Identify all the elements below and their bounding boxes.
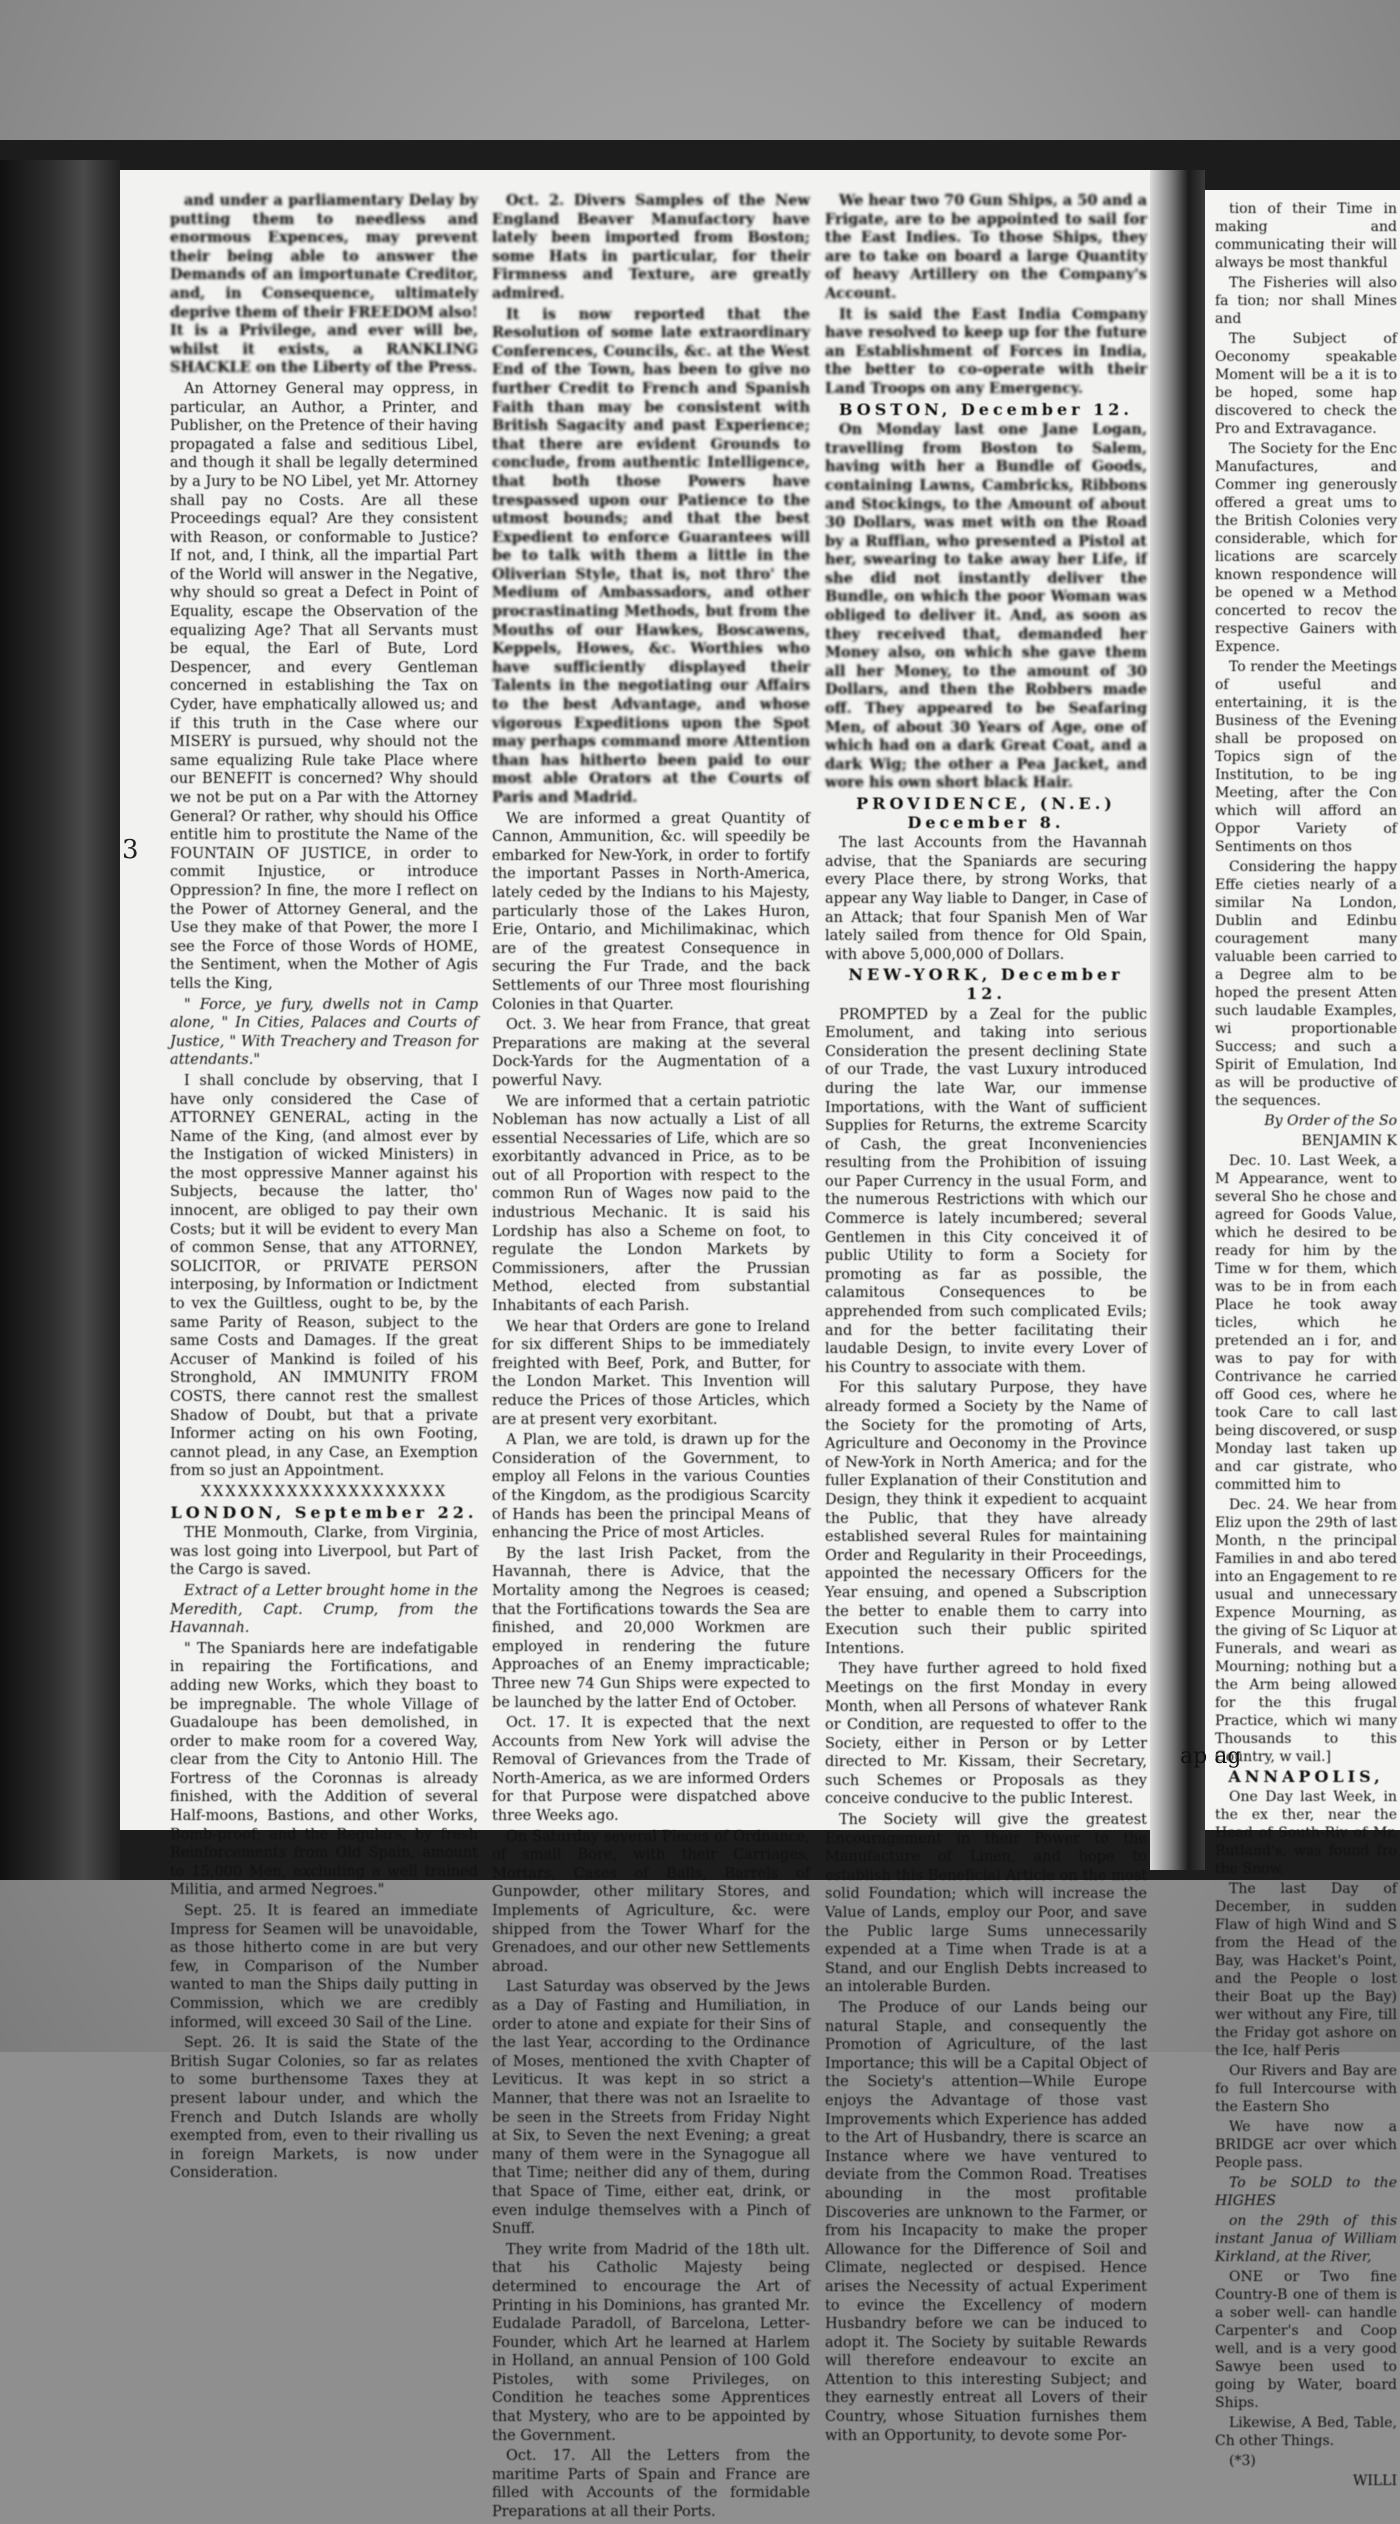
paragraph: We hear that Orders are gone to Ireland for six different Ships to be immediately freighted with Beef, Pork, and Butter, for the London Market. This Invention will reduce the Prices of those Articles, which are at present very exorbitant. (492, 1318, 810, 1428)
extract-heading: Extract of a Letter brought home in the Meredith, Capt. Crump, from the Havannah. (170, 1582, 478, 1637)
paragraph: ONE or Two fine Country-B one of them is a sober well- can handle Carpenter's and Coop well, and is a very good Sawye been used to going by Water, board Ships. (1215, 2269, 1397, 2411)
margin-annotation: 3 (122, 835, 139, 865)
footnote-mark: (*3) (1229, 2453, 1256, 2469)
paragraph: Likewise, A Bed, Table, Ch other Things. (1215, 2415, 1397, 2449)
column-3 (825, 192, 1147, 2447)
paragraph: It is now reported that the Resolution of some late extraordinary Conferences, Councils, &c. at the West End of the Town, has been to give no further Credit to French and Spanish Faith than may be consistent with British Sagacity and past Experience; that there are evident Grounds to conclude, from authentic Intelligence, that both those Powers have trespassed upon our Patience to the utmost bounds; and that the best Expedient to enforce Guarantees will be to talk with them a little in the Oliverian Style, that is, not thro' the Medium of Ambassadors, and other procrastinating Methods, but from the Mouths of our Hawkes, Boscawens, Keppels, Howes, &c. Worthies who have sufficiently displayed their Talents in the negotiating our Affairs to the best Advantage, and whose vigorous Expeditions upon the Spot may perhaps command more Attention than has hitherto been paid to our most able Orators at the Courts of Paris and Madrid. (492, 305, 810, 806)
signature-name: BENJAMIN K (1301, 1133, 1397, 1149)
paragraph: THE Monmouth, Clarke, from Virginia, was lost going into Liverpool, but Part of the Cargo is saved. (170, 1525, 478, 1579)
paragraph: Our Rivers and Bay are fo full Intercourse with the Eastern Sho (1215, 2063, 1397, 2115)
dateline-new-york: NEW-YORK, December 12. (848, 965, 1124, 1003)
paragraph: Oct. 3. We hear from France, that great Preparations are making at the several Dock-Yards for the Augmentation of a powerful Navy. (492, 1017, 810, 1089)
paragraph: We have now a BRIDGE acr over which People pass. (1215, 2119, 1397, 2171)
paragraph: Oct. 17. It is expected that the next Accounts from New York will advise the Removal of Grievances from the Trade of North-America, as we are informed Orders for that Purpose were dispatched above three Weeks ago. (492, 1715, 810, 1825)
paragraph: Last Saturday was observed by the Jews as a Day of Fasting and Humiliation, in order to atone and expiate for their Sins of the last Year, according to the Ordinance of Moses, mentioned the xvith Chapter of Leviticus. It was kept in so strict a Manner, that there was not an Israelite to be seen in the Streets from Friday Night at Six, to Seven the next Evening; a great many of them were in the Synagogue all that Time; neither did any of them, during that Space of Time, either eat, drink, or even indulge themselves with a Pinch of Snuff. (492, 1979, 810, 2238)
paragraph: I shall conclude by observing, that I have only considered the Case of ATTORNEY GENERAL, acting in the Name of the King, (and almost ever by the Instigation of wicked Ministers) in the most oppressive Manner against his Subjects, because the latter, tho' innocent, are obliged to pay their own Costs; but it will be evident to every Man of common Sense, that any ATTORNEY, SOLICITOR, or PRIVATE PERSON interposing, by Information or Indictment to vex the Guiltless, ought to be, by the same Parity of Reason, subject to the same Costs and Damages. If the great Accuser of Mankind is foiled of his Stronghold, AN IMMUNITY FROM COSTS, there cannot rest the smallest Shadow of Doubt, but that a private Informer acting on his own Footing, cannot plead, in any Case, an Exemption from so just an Appointment. (170, 1072, 478, 1480)
paragraph: Considering the happy Effe cieties nearly of a similar Na London, Dublin and Edinbu couragement many valuable been carried to a Degree alm to be hoped the present Atten such laudable Examples, wi proportionable Success; and such a Spirit of Emulation, Ind as will be productive of the sequences. (1215, 859, 1397, 1109)
paragraph: The Fisheries will also fa tion; nor shall Mines and (1215, 275, 1397, 327)
paragraph: We are informed that a certain patriotic Nobleman has now actually a List of all essential Necessaries of Life, which are so exorbitantly advanced in Price, as to be out of all Proportion with respect to the common Run of Wages now paid to the industrious Mechanic. It is said his Lordship has also a Scheme on foot, to regulate the London Markets by Commissioners, after the Prussian Method, elected from substantial Inhabitants of each Parish. (492, 1093, 810, 1315)
paragraph: A Plan, we are told, is drawn up for the Consideration of the Government, to employ all Felons in the various Counties of the Kingdom, as the prodigious Scarcity of Hands has been the principal Means of enhancing the Price of most Articles. (492, 1432, 810, 1542)
paragraph: An Attorney General may oppress, in particular, an Author, a Printer, and Publisher, on the Pretence of their having propagated a false and seditious Libel, and though it shall be legally determined by a Jury to be NO Libel, yet Mr. Attorney shall pay no Costs. Are all these Proceedings equal? Are they consistent with Reason, or conformable to Justice? If not, and, I think, all the impartial Part of the World will answer in the Negative, why should so great a Defect in Point of Equality, escape the Observation of the equalizing Age? That all Servants must be equal, the Earl of Bute, Lord Despencer, and every Gentleman concerned in establishing the Tax on Cyder, have emphatically allowed us; and if this truth in the Case where our MISERY is pursued, why should not the same equalizing Rule take Place where our BENEFIT is concerned? Why should we not be put on a Par with the Attorney General? Or rather, why should his Office entitle him to prostitute the Name of the FOUNTAIN OF JUSTICE, in order to commit Injustice, or introduce Oppression? In fine, the more I reflect on the Power of Attorney General, and the Use they make of that Power, the more I see the Force of those Words of HOME, the Sentiment, when the Mother of Agis tells the King, (170, 380, 478, 992)
paragraph: For this salutary Purpose, they have already formed a Society by the Name of the Society for the promoting of Arts, Agriculture and Oeconomy in the Province of New-York in North America; and for the fuller Explanation of their Constitution and Design, they think it expedient to acquaint the Public, that they have already established several Rules for maintaining Order and Regularity in their Proceedings, appointed the necessary Officers for the Year ensuing, and opened a Subscription the better to enable them to carry into Execution such their public spirited Intentions. (825, 1380, 1147, 1657)
ad-heading: To be SOLD to the HIGHES (1215, 2175, 1397, 2209)
ad-subheading: on the 29th of this instant Janua of William Kirkland, at the River, (1215, 2213, 1397, 2265)
paragraph: The last Day of December, in sudden Flaw of high Wind and S from the Head of the Bay, was Hacket's Point, and the People o lost their Boat up the Bay) wer without any Fire, till the Friday got ashore on the Ice, half Peris (1215, 1881, 1397, 2059)
dateline-providence: PROVIDENCE, (N.E.) December 8. (856, 794, 1116, 832)
paragraph: tion of their Time in making and communicating their will always be most thankful (1215, 201, 1397, 271)
paragraph: The Subject of Oeconomy speakable Moment will be a it is to be hoped, some hap discovered to check the Pro and Extravagance. (1215, 331, 1397, 437)
paragraph: We are informed a great Quantity of Cannon, Ammunition, &c. will speedily be embarked for New-York, in order to fortify the important Passes in North-America, lately ceded by the Indians to his Majesty, particularly those of the Lakes Huron, Erie, Ontario, and Michilimakinac, which are of the greatest Consequence in securing the Fur Trade, and the back Settlements of our Three most flourishing Colonies in that Quarter. (492, 810, 810, 1013)
paragraph: Oct. 17. All the Letters from the maritime Parts of Spain and France are filled with Accounts of the formidable Preparations at all their Ports. (492, 2448, 810, 2521)
dateline-london: LONDON, September 22. (170, 1502, 478, 1522)
paragraph: We hear two 70 Gun Ships, a 50 and a Frigate, are to be appointed to sail for the East Indies. To those Ships, they are to take on board a large Quantity of heavy Artillery on the Company's Account. (825, 192, 1147, 302)
dateline-annapolis: ANNAPOLIS, (1228, 1767, 1384, 1786)
section-rule: XXXXXXXXXXXXXXXXXXXX (200, 1483, 448, 1500)
paragraph: They write from Madrid of the 18th ult. that his Catholic Majesty being determined to encourage the Art of Printing in his Dominions, has granted Mr. Eudalade Paradoll, of Barcelona, Letter-Founder, which Art he learned at Harlem in Holland, an annual Pension of 100 Gold Pistoles, with some Privileges, on Condition he teaches some Apprentices that Mystery, who are to be appointed by the Government. (492, 2241, 810, 2444)
paragraph: The Society will give the greatest Encouragement in their Power to the Manufacture of Linen, and hope to establish this Beneficial Article on the most solid Foundation; which will increase the Value of Lands, employ our Poor, and save the Public large Sums unnecessarily expended at a Time when Trade is at a Stand, and our English Debts increased to an intolerable Burden. (825, 1812, 1147, 1996)
paragraph: Oct. 2. Divers Samples of the New England Beaver Manufactory have lately been imported from Boston; some Hats in particular, for their Firmness and Texture, are greatly admired. (492, 192, 810, 302)
paragraph: On Monday last one Jane Logan, travelling from Boston to Salem, having with her a Bundle of Goods, containing Lawns, Cambricks, Ribbons and Stockings, to the Amount of about 30 Dollars, was met with on the Road by a Ruffian, who presented a Pistol at her, swearing to take away her Life, if she did not instantly deliver the Bundle, on which the poor Woman was obliged to deliver it. And, as soon as they received that, demanded her Money also, on which she gave them all her Money, to the amount of 30 Dollars, and then the Robbers made off. They appeared to be Seafaring Men, of about 30 Years of Age, one of which had on a dark Great Coat, and a dark Wig; the other a Pea Jacket, and wore his own short black Hair. (825, 421, 1147, 792)
column-right (1215, 200, 1397, 2492)
right-page (1205, 190, 1400, 2489)
page-edge (0, 160, 120, 1880)
paragraph: Dec. 10. Last Week, a M Appearance, went to several Sho he chose and agreed for Goods Value, which he desired to be ready for him by the Time w for them, which was to be in from each Place he took away ticles, which he pretended an i for, and was to pay for with Contrivance he carried off Good ces, where he took Care to call last being discovered, or susp Monday last taken up and car gistrate, who committed him to (1215, 1153, 1397, 1493)
paragraph: It is said the East India Company have resolved to keep up for the future an Establishment of Forces in India, the better to co-operate with their Land Troops on any Emergency. (825, 305, 1147, 397)
signature-line: By Order of the So (1264, 1113, 1397, 1129)
handwritten-marks: ap ag (1180, 1744, 1242, 1769)
paragraph: By the last Irish Packet, from the Havannah, there is Advice, that the Mortality among the Negroes is ceased; that the Fortifications towards the Sea are finished, and 20,000 Workmen are employed in rendering the future Approaches of an Enemy impracticable; Three new 74 Gun Ships were expected to be launched by the latter End of October. (492, 1545, 810, 1711)
left-page (120, 170, 1180, 2521)
paragraph: Sept. 26. It is said the State of the British Sugar Colonies, so far as relates to some burthensome Taxes they at present labour under, and which the French and Dutch Islands are wholly exempted from, even to their rivalling us in foreign Markets, is now under Consideration. (170, 2035, 478, 2182)
ad-signature: WILLI (1352, 2473, 1397, 2489)
paragraph: Sept. 25. It is feared an immediate Impress for Seamen will be unavoidable, as those hitherto come in are but very few, in Comparison of the Number wanted to man the Ships daily putting in Commission, which we are credibly informed, will exceed 30 Sail of the Line. (170, 1903, 478, 2031)
book-gutter (1150, 170, 1205, 1870)
paragraph: They have further agreed to hold fixed Meetings on the first Monday in every Month, when all Persons of whatever Rank or Condition, are requested to offer to the Society, either in Person or by Letter directed to Mr. Kissam, their Secretary, such Schemes or Proposals as they conceive conducive to the public Interest. (825, 1661, 1147, 1808)
dateline-boston: BOSTON, December 12. (838, 399, 1133, 419)
paragraph: PROMPTED by a Zeal for the public Emolument, and taking into serious Consideration the present declining State of our Trade, the vast Luxury introduced during the late War, our immense Importations, with the Want of sufficient Supplies for Returns, the extreme Scarcity of Cash, the great Inconveniencies resulting from the Prohibition of issuing our Paper Currency in the usual Form, and the numerous Restrictions with which our Commerce is lately incumbered; several Gentlemen in this City conceived it of public Utility to form a Society for promoting as far as possible, the calamitous Consequences to be apprehended from such complicated Evils; and for the better facilitating their laudable Design, to invite every Lover of his Country to associate with them. (825, 1006, 1147, 1376)
paragraph: The Produce of our Lands being our natural Staple, and consequently the Promotion of Agriculture, of the last Importance; this will be a Capital Object of the Society's attention—While Europe enjoys the Advantage of those vast Improvements which Experience has added to the Art of Husbandry, there is scarce an Instance where we have ventured to deviate from the Common Road. Treatises abounding in the most profitable Discoveries are unknown to the Farmer, or from his Incapacity to make the proper Allowance for the Difference of Soil and Climate, neglected or despised. Hence arises the Necessity of actual Experiment to evince the Excellency of modern Husbandry before we can be induced to adopt it. The Society by suitable Rewards will therefore endeavour to excite an Attention to this interesting Subject; and they earnestly entreat all Lovers of their Country, whose Situation furnishes them with an Opportunity, to devote some Por- (825, 2000, 1147, 2444)
paragraph: To render the Meetings of useful and entertaining, it is the Business of the Evening shall be proposed on Topics sign of the Institution, to be ing Meeting, after the Con which will afford an Oppor Variety of Sentiments on thos (1215, 659, 1397, 855)
paragraph: " The Spaniards here are indefatigable in repairing the Fortifications, and adding new Works, which they boast to be impregnable. The whole Village of Guadaloupe has been demolished, in order to make room for a covered Way, clear from the City to Antonio Hill. The Fortress of the Coronnas is already finished, with the Addition of several Half-moons, Bastions, and other Works, Bomb-proof; and the Regulars, by fresh Reinforcements from Old Spain, amount to 15,000 Men, excluding a well trained Militia, and armed Negroes." (170, 1640, 478, 1899)
column-2 (492, 192, 810, 2524)
paragraph: On Saturday several Pieces of Ordnance, of small Bore, with their Carriages, Mortars, Cases of Balls, Barrels of Gunpowder, other military Stores, and Implements of Agriculture, &c. were shipped from the Tower Wharf for the Grenadoes, and our other new Settlements abroad. (492, 1828, 810, 1975)
paragraph: Dec. 24. We hear from Eliz upon the 29th of last Month, n the principal Families in and abo tered into an Engagement to re usual and unnecessary Expence Mourning, as the giving of Sc Liquor at Funerals, and weari as Mourning; nothing but a the Arm being allowed for the this frugal Practice, which wi many Thousands to this Country, w vail.] (1215, 1497, 1397, 1765)
paragraph: The last Accounts from the Havannah advise, that the Spaniards are securing every Place there, by strong Works, that appear any Way liable to Danger, in Case of an Attack; that four Spanish Men of War lately sailed from thence for Old Spain, with above 5,000,000 of Dollars. (825, 835, 1147, 963)
paragraph: and under a parliamentary Delay by putting them to needless and enormous Expences, may prevent their being able to answer the Demands of an importunate Creditor, and, in Consequence, ultimately deprive them of their FREEDOM also! It is a Privilege, and ever will be, whilst it exists, a RANKLING SHACKLE on the Liberty of the Press. (170, 192, 478, 377)
paragraph: One Day last Week, in the ex ther, near the Head of South-Riv of Mr. Rutland's, was found fro the Snow. (1215, 1789, 1397, 1877)
paragraph: The Society for the Enc Manufactures, and Commer ing generously offered a great ums to the British Colonies very considerable, which for lications are scarcely known respondence will be opened w a Method concerted to recov the respective Gainers with Expence. (1215, 441, 1397, 655)
column-1 (170, 192, 478, 2185)
verse-quote: " Force, ye fury, dwells not in Camp alone, " In Cities, Palaces and Courts of Justice, " With Treachery and Treason for attendants." (170, 996, 478, 1069)
